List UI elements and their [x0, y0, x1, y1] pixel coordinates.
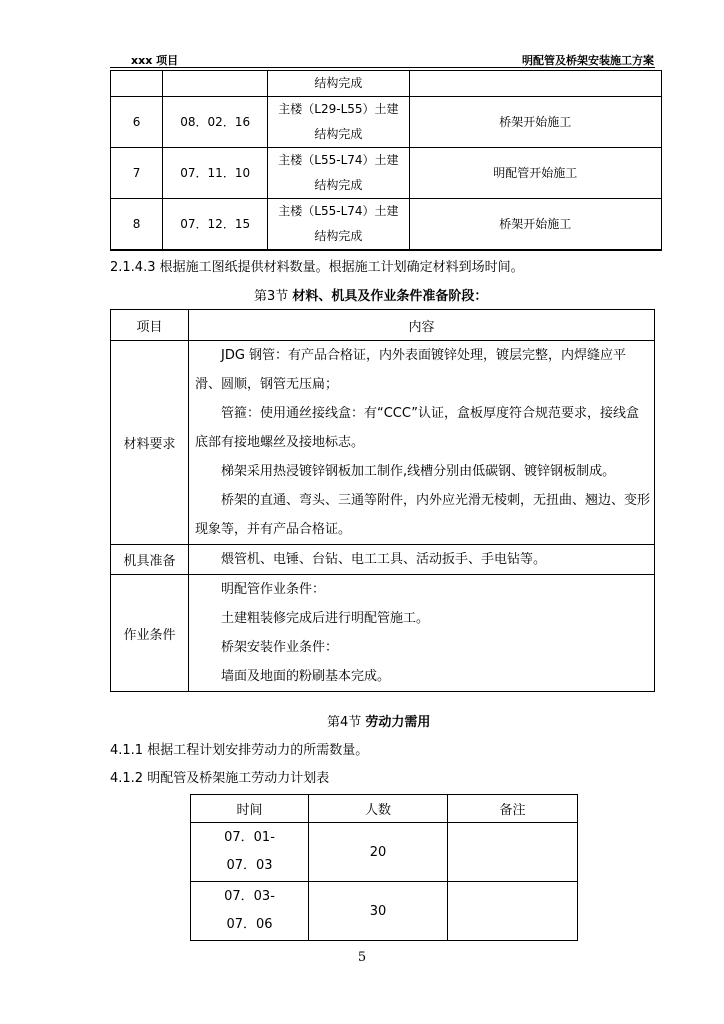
row-label-conditions: 作业条件 — [111, 575, 189, 692]
period-start: 07．03- — [224, 889, 275, 904]
row-number: 8 — [111, 199, 163, 251]
paragraph-4-1-1: 4.1.1 根据工程计划安排劳动力的所需数量。 — [110, 743, 369, 758]
row-condition — [268, 148, 409, 199]
column-header-note: 备注 — [448, 795, 578, 823]
labor-plan-table — [190, 794, 578, 941]
table-row — [191, 823, 578, 882]
row-task: 明配管开始施工 — [409, 148, 661, 199]
headcount-cell: 20 — [309, 823, 448, 882]
condition-line: 结构完成 — [314, 229, 363, 243]
content-paragraph: 梯架采用热浸镀锌钢板加工制作,线槽分别由低碳钢、镀锌钢板制成。 — [221, 464, 616, 479]
period-end: 07．03 — [226, 858, 273, 873]
row-date: 07．11．10 — [163, 148, 268, 199]
row-condition — [268, 97, 409, 148]
materials-content — [189, 341, 655, 545]
content-paragraph: 桥架的直通、弯头、三通等附件，内外应光滑无棱刺，无扭曲、翘边、变形现象等，并有产品合格证。 — [195, 493, 651, 537]
section-4-title: 劳动力需用 — [365, 715, 431, 730]
condition-line: 主楼（L29-L55）土建 — [278, 102, 399, 116]
column-header-time: 时间 — [191, 795, 309, 823]
condition-line: 结构完成 — [314, 127, 363, 141]
table-row — [111, 199, 662, 251]
table-row — [191, 882, 578, 941]
headcount-cell: 30 — [309, 882, 448, 941]
content-paragraph: 桥架安装作业条件： — [221, 640, 339, 655]
table-row — [111, 97, 662, 148]
content-paragraph: 墙面及地面的粉刷基本完成。 — [221, 669, 391, 684]
section-3-prefix: 第3节 — [254, 289, 289, 304]
materials-table — [110, 309, 655, 692]
header-rule — [110, 67, 655, 68]
table-row — [111, 545, 655, 575]
content-paragraph: 土建粗装修完成后进行明配管施工。 — [221, 611, 430, 626]
row-number: 7 — [111, 148, 163, 199]
table-header-row — [111, 310, 655, 341]
schedule-table — [110, 70, 662, 251]
period-start: 07．01- — [224, 830, 275, 845]
row-task — [409, 71, 661, 97]
table-row — [111, 71, 662, 97]
table-row — [111, 148, 662, 199]
row-date — [163, 71, 268, 97]
row-number — [111, 71, 163, 97]
condition-line: 结构完成 — [314, 178, 363, 192]
column-header-item: 项目 — [111, 310, 189, 341]
period-cell — [191, 823, 309, 882]
section-4-prefix: 第4节 — [327, 715, 362, 730]
condition-line: 主楼（L55-L74）土建 — [278, 204, 399, 218]
tools-content — [189, 545, 655, 575]
period-end: 07．06 — [226, 917, 273, 932]
section-4-heading — [327, 711, 430, 730]
section-3-title: 材料、机具及作业条件准备阶段： — [292, 289, 488, 304]
column-header-count: 人数 — [309, 795, 448, 823]
conditions-content — [189, 575, 655, 692]
note-cell — [448, 823, 578, 882]
row-number: 6 — [111, 97, 163, 148]
table-row — [111, 341, 655, 545]
period-cell — [191, 882, 309, 941]
row-task: 桥架开始施工 — [409, 199, 661, 251]
table-header-row — [191, 795, 578, 823]
row-condition — [268, 199, 409, 251]
row-label-materials: 材料要求 — [111, 341, 189, 545]
table-row — [111, 575, 655, 692]
content-paragraph: 煨管机、电锤、台钻、电工工具、活动扳手、手电钻等。 — [221, 552, 547, 567]
row-date: 08．02．16 — [163, 97, 268, 148]
row-condition — [268, 71, 409, 97]
row-task: 桥架开始施工 — [409, 97, 661, 148]
page-number: 5 — [357, 950, 367, 965]
paragraph-2-1-4-3: 2.1.4.3 根据施工图纸提供材料数量。根据施工计划确定材料到场时间。 — [110, 260, 524, 275]
header-project: xxx 项目 — [131, 54, 179, 67]
note-cell — [448, 882, 578, 941]
paragraph-4-1-2: 4.1.2 明配管及桥架施工劳动力计划表 — [110, 771, 330, 786]
section-3-heading — [254, 285, 487, 304]
row-date: 07．12．15 — [163, 199, 268, 251]
row-label-tools: 机具准备 — [111, 545, 189, 575]
condition-line: 主楼（L55-L74）土建 — [278, 153, 399, 167]
content-paragraph: JDG 钢管：有产品合格证，内外表面镀锌处理，镀层完整，内焊缝应平滑、圆顺，钢管无压扁； — [195, 348, 627, 392]
header-doc-title: 明配管及桥架安装施工方案 — [522, 54, 654, 67]
column-header-content: 内容 — [189, 310, 655, 341]
content-paragraph: 明配管作业条件： — [221, 582, 326, 597]
content-paragraph: 管箍：使用通丝接线盒：有“CCC”认证，盒板厚度符合规范要求，接线盒底部有接地螺丝及接地标志。 — [195, 406, 639, 450]
condition-line: 结构完成 — [314, 76, 363, 90]
